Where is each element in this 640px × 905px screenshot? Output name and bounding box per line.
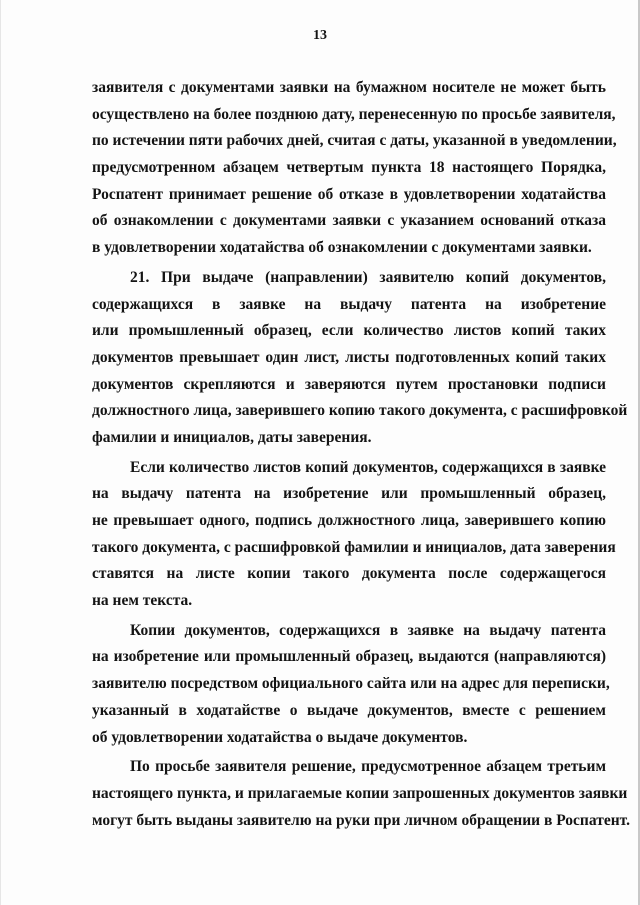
text-line: не превышает одного, подпись должностного лица, заверившего копию — [92, 512, 606, 529]
text-line: на нем текста. — [92, 592, 193, 610]
text-line: Копии документов, содержащихся в заявке на выдачу патента — [130, 621, 606, 639]
text-line: по истечении пяти рабочих дней, считая с даты, указанной в уведомлении, — [92, 132, 617, 150]
text-line: ставятся на листе копии такого документа после содержащегося — [92, 565, 606, 583]
text-line: предусмотренном абзацем четвертым пункта 18 настоящего Порядка, — [92, 159, 606, 177]
paragraph — [92, 618, 610, 751]
text-line: настоящего пункта, и прилагаемые копии запрошенных документов заявки — [92, 784, 628, 802]
text-line: документов скрепляются и заверяются путем простановки подписи — [92, 375, 606, 393]
text-line: могут быть выданы заявителю на руки при личном обращении в Роспатент. — [92, 811, 630, 829]
text-line: такого документа, с расшифровкой фамилии и инициалов, дата заверения — [92, 538, 616, 556]
text-line: По просьбе заявителя решение, предусмотренное абзацем третьим — [130, 758, 606, 776]
text-line: должностного лица, заверившего копию такого документа, с расшифровкой — [92, 402, 628, 420]
text-line: осуществлено на более позднюю дату, перенесенную по просьбе заявителя, — [92, 105, 616, 123]
text-line: документов превышает один лист, листы подготовленных копий таких — [92, 348, 606, 366]
paragraph — [92, 75, 617, 262]
page-number: 13 — [313, 28, 327, 43]
document-body — [92, 75, 630, 834]
paragraph — [92, 754, 630, 834]
text-line: в удовлетворении ходатайства об ознакомлении с документами заявки. — [92, 239, 592, 257]
paragraph — [92, 265, 628, 452]
text-line: об удовлетворении ходатайства о выдаче документов. — [92, 728, 468, 746]
text-line: 21. При выдаче (направлении) заявителю копий документов, — [130, 268, 606, 286]
paragraph — [92, 455, 616, 615]
scan-edge-left — [0, 0, 1, 905]
text-line: или промышленный образец, если количество листов копий таких — [92, 322, 606, 340]
text-line: заявителя с документами заявки на бумажном носителе не может быть — [92, 79, 606, 96]
text-line: указанный в ходатайстве о выдаче документов, вместе с решением — [92, 701, 606, 719]
text-line: Роспатент принимает решение об отказе в удовлетворении ходатайства — [92, 185, 606, 203]
text-line: содержащихся в заявке на выдачу патента на изобретение — [92, 295, 606, 313]
text-line: заявителю посредством официального сайта или на адрес для переписки, — [92, 675, 610, 693]
text-line: фамилии и инициалов, даты заверения. — [92, 428, 372, 446]
text-line: Если количество листов копий документов, содержащихся в заявке — [130, 458, 606, 476]
text-line: на изобретение или промышленный образец, выдаются (направляются) — [92, 648, 606, 666]
text-line: на выдачу патента на изобретение или промышленный образец, — [92, 485, 606, 503]
text-line: об ознакомлении с документами заявки с указанием оснований отказа — [92, 212, 606, 230]
